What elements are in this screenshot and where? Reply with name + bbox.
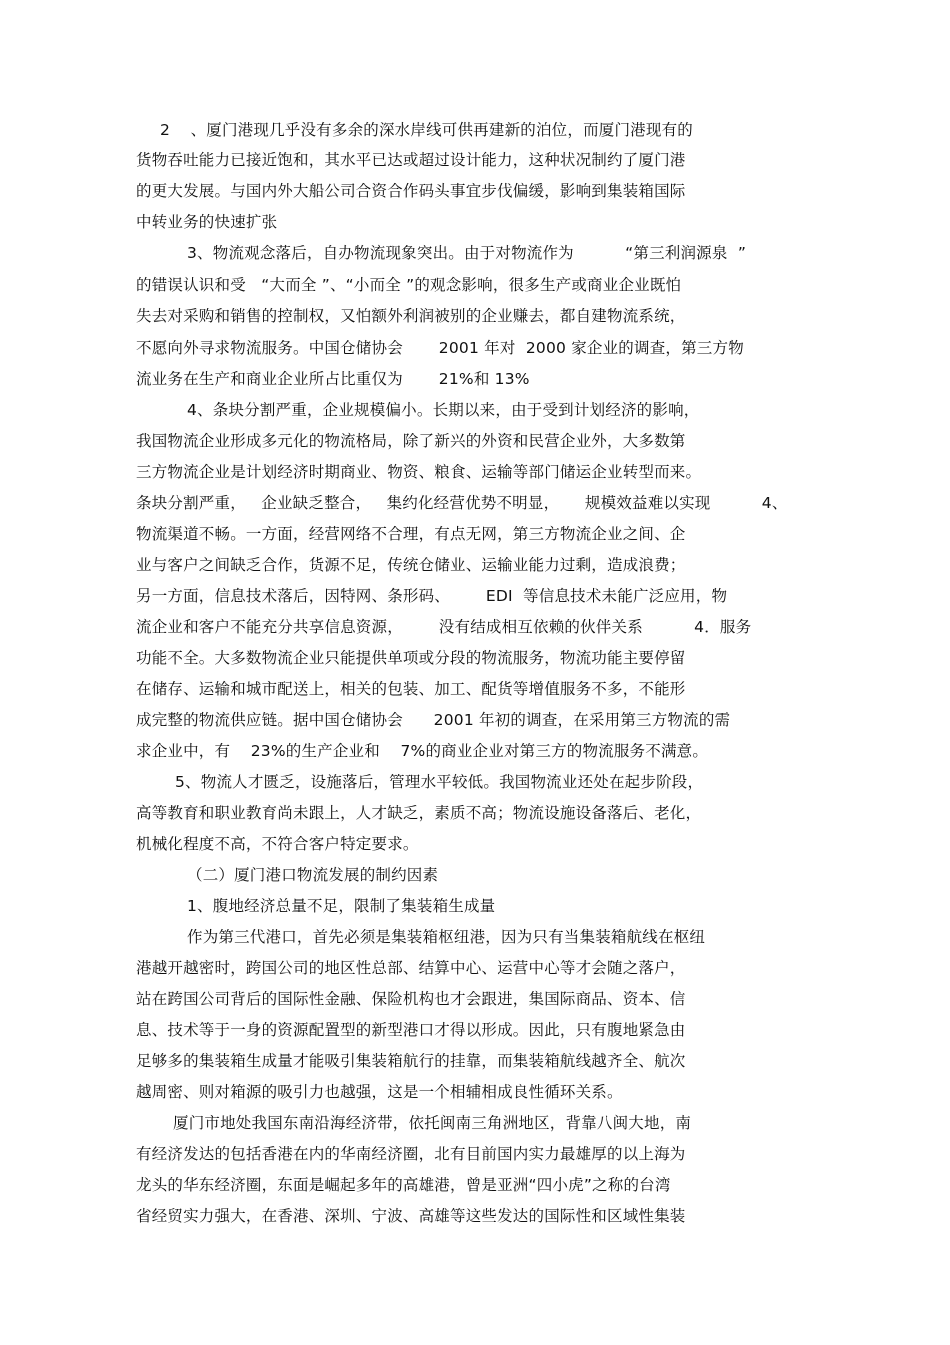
text-line: 5、物流人才匮乏，设施落后，管理水平较低。我国物流业还处在起步阶段， xyxy=(175,773,704,791)
text-line: 4、条块分割严重，企业规模偏小。长期以来，由于受到计划经济的影响， xyxy=(187,401,700,419)
text-line: 流业务在生产和商业企业所占比重仅为 21%和 13% xyxy=(136,370,530,388)
text-line: 龙头的华东经济圈，东面是崛起多年的高雄港，曾是亚洲“四小虎”之称的台湾 xyxy=(136,1176,671,1194)
text-line: 足够多的集装箱生成量才能吸引集装箱航行的挂靠，而集装箱航线越齐全、航次 xyxy=(136,1052,686,1070)
text-line: 2 、厦门港现几乎没有多余的深水岸线可供再建新的泊位，而厦门港现有的 xyxy=(160,121,693,139)
text-line: 物流渠道不畅。一方面，经营网络不合理，有点无网，第三方物流企业之间、企 xyxy=(136,525,686,543)
text-line: 省经贸实力强大，在香港、深圳、宁波、高雄等这些发达的国际性和区域性集装 xyxy=(136,1207,686,1225)
text-line: 港越开越密时，跨国公司的地区性总部、结算中心、运营中心等才会随之落户， xyxy=(136,959,686,977)
text-line: 业与客户之间缺乏合作，货源不足，传统仓储业、运输业能力过剩，造成浪费； xyxy=(136,556,686,574)
text-line: 机械化程度不高，不符合客户特定要求。 xyxy=(136,835,419,853)
text-line: 在储存、运输和城市配送上，相关的包装、加工、配货等增值服务不多，不能形 xyxy=(136,680,686,698)
text-line: 的错误认识和受 “大而全 ”、“小而全 ”的观念影响，很多生产或商业企业既怕 xyxy=(136,276,682,294)
text-line: 站在跨国公司背后的国际性金融、保险机构也才会跟进，集国际商品、资本、信 xyxy=(136,990,686,1008)
text-line: 功能不全。大多数物流企业只能提供单项或分段的物流服务，物流功能主要停留 xyxy=(136,649,686,667)
text-line: 不愿向外寻求物流服务。中国仓储协会 2001 年对 2000 家企业的调查，第三方物 xyxy=(136,339,744,357)
section-heading: （二）厦门港口物流发展的制约因素 xyxy=(187,866,439,884)
text-line: 有经济发达的包括香港在内的华南经济圈，北有目前国内实力最雄厚的以上海为 xyxy=(136,1145,686,1163)
text-line: 我国物流企业形成多元化的物流格局，除了新兴的外资和民营企业外，大多数第 xyxy=(136,432,686,450)
text-line: 失去对采购和销售的控制权，又怕额外利润被别的企业赚去，都自建物流系统， xyxy=(136,307,686,325)
text-line: 3、物流观念落后，自办物流现象突出。由于对物流作为 “第三利润源泉 ” xyxy=(187,244,747,262)
text-line: 另一方面，信息技术落后，因特网、条形码、 EDI 等信息技术未能广泛应用，物 xyxy=(136,587,728,605)
text-line: 成完整的物流供应链。据中国仓储协会 2001 年初的调查，在采用第三方物流的需 xyxy=(136,711,731,729)
text-line: 作为第三代港口，首先必须是集装箱枢纽港，因为只有当集装箱航线在枢纽 xyxy=(187,928,706,946)
text-line: 货物吞吐能力已接近饱和，其水平已达或超过设计能力，这种状况制约了厦门港 xyxy=(136,151,686,169)
text-line: 息、技术等于一身的资源配置型的新型港口才得以形成。因此，只有腹地紧急由 xyxy=(136,1021,686,1039)
text-line: 三方物流企业是计划经济时期商业、物资、粮食、运输等部门储运企业转型而来。 xyxy=(136,463,702,481)
text-line: 越周密、则对箱源的吸引力也越强，这是一个相辅相成良性循环关系。 xyxy=(136,1083,623,1101)
text-line: 求企业中，有 23%的生产企业和 7%的商业企业对第三方的物流服务不满意。 xyxy=(136,742,709,760)
text-line: 流企业和客户不能充分共享信息资源， 没有结成相互依赖的伙伴关系 4．服务 xyxy=(136,618,752,636)
text-line: 厦门市地处我国东南沿海经济带，依托闽南三角洲地区，背靠八闽大地，南 xyxy=(173,1114,692,1132)
text-line: 高等教育和职业教育尚未跟上，人才缺乏，素质不高；物流设施设备落后、老化， xyxy=(136,804,702,822)
text-line: 条块分割严重， 企业缺乏整合， 集约化经营优势不明显， 规模效益难以实现 4、 xyxy=(136,494,788,512)
text-line: 中转业务的快速扩张 xyxy=(136,213,278,231)
text-line: 的更大发展。与国内外大船公司合资合作码头事宜步伐偏缓，影响到集装箱国际 xyxy=(136,182,686,200)
subsection-heading: 1、腹地经济总量不足，限制了集装箱生成量 xyxy=(187,897,496,915)
